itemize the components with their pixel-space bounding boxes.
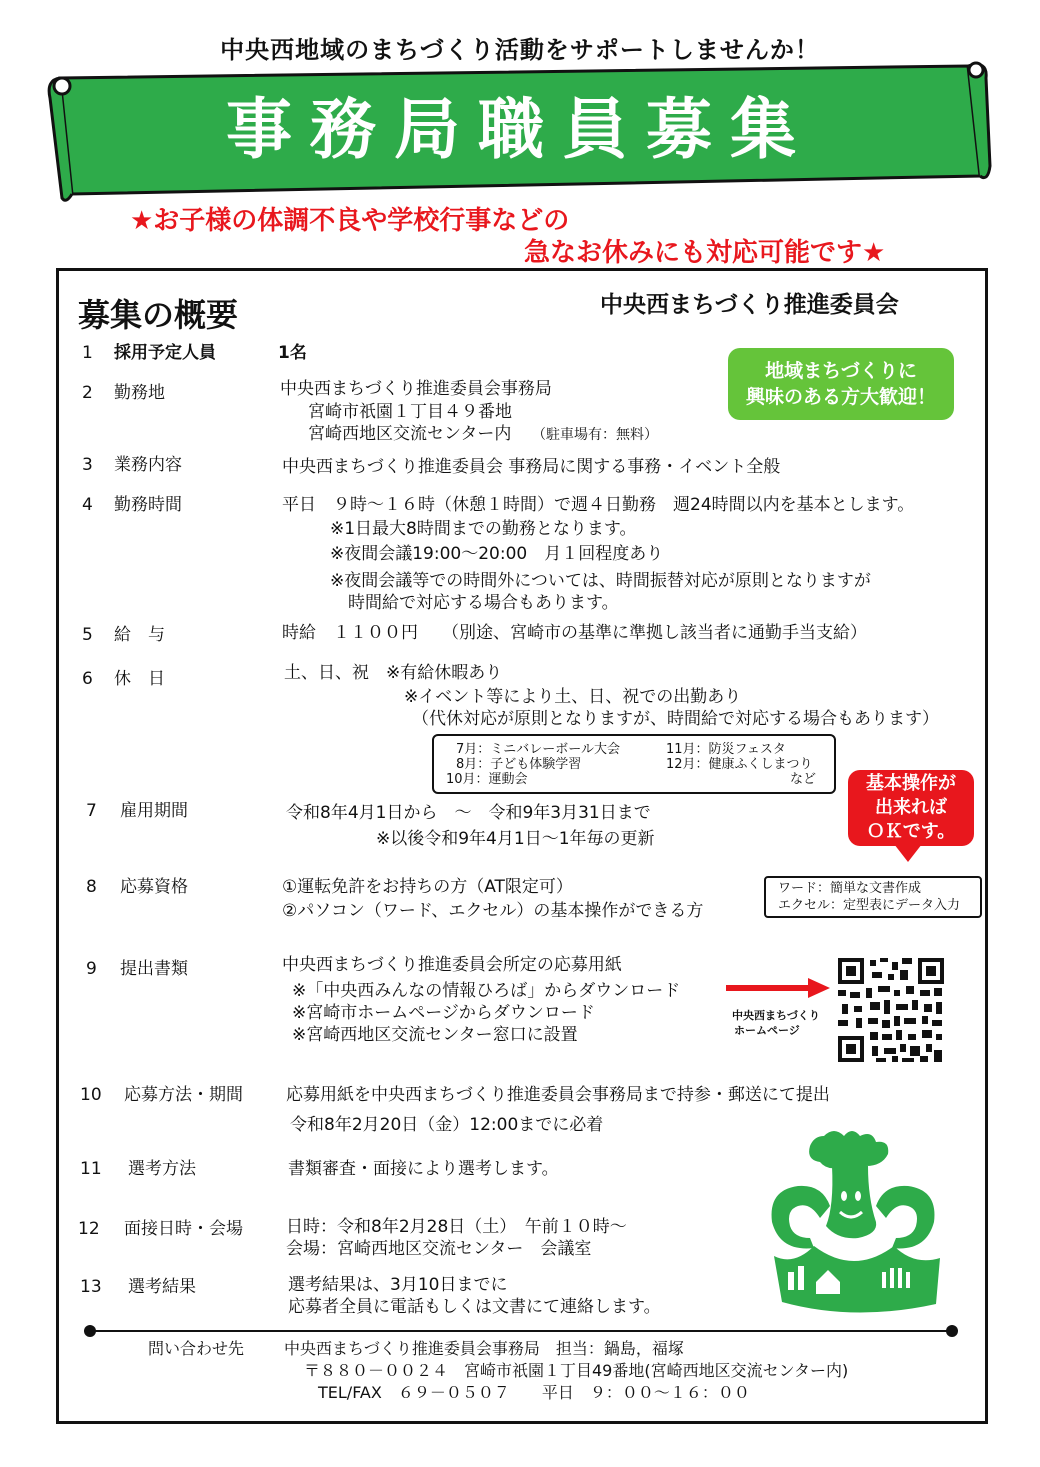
item-value: 令和8年4月1日から ～ 令和9年3月31日まで: [286, 803, 651, 823]
item-value: 選考結果は、3月10日までに: [288, 1275, 508, 1295]
item-value: 応募者全員に電話もしくは文書にて連絡します。: [288, 1297, 661, 1317]
item-number: 7: [86, 801, 97, 821]
item-value: ①運転免許をお持ちの方（AT限定可）: [282, 877, 573, 897]
banner-title: 事務局職員募集: [226, 91, 814, 168]
item-number: 5: [82, 625, 93, 645]
item-value: ※「中央西みんなの情報ひろば」からダウンロード: [292, 981, 681, 1001]
item-label: 勤務地: [114, 383, 165, 403]
overview-heading: 募集の概要: [78, 296, 239, 334]
item-label: 面接日時・会場: [124, 1219, 243, 1239]
item-number: 3: [82, 455, 93, 475]
item-value: 宮崎市祇園１丁目４９番地: [308, 402, 512, 422]
item-value: ※イベント等により土、日、祝での出勤あり: [404, 687, 742, 707]
excel-skill: エクセル：定型表にデータ入力: [778, 898, 961, 913]
item-label: 提出書類: [120, 959, 188, 979]
item-value: ※宮崎市ホームページからダウンロード: [292, 1003, 595, 1023]
item-value: 中央西まちづくり推進委員会所定の応募用紙: [282, 955, 622, 975]
software-skills-box: [764, 876, 982, 918]
welcome-line1: 地域まちづくりに: [765, 360, 917, 382]
arrow-right-icon: [726, 978, 832, 998]
item-label: 給 与: [114, 625, 165, 645]
item-value: ※以後令和9年4月1日～1年毎の更新: [376, 829, 655, 849]
event-item: 12月：健康ふくしまつり: [666, 757, 813, 772]
item-number: 8: [86, 877, 97, 897]
skill-bubble: [848, 770, 974, 846]
contact-divider: [88, 1330, 954, 1332]
item-value: 宮崎西地区交流センター内: [308, 424, 512, 444]
item-number: 1: [82, 343, 93, 363]
item-note: （別途、宮崎市の基準に準拠し該当者に通勤手当支給）: [442, 623, 867, 643]
item-number: 10: [80, 1085, 102, 1105]
qr-caption-line2: ホームページ: [734, 1024, 800, 1037]
item-number: 11: [80, 1159, 102, 1179]
item-value: 土、日、祝 ※有給休暇あり: [284, 663, 503, 683]
item-value: 中央西まちづくり推進委員会 事務局に関する事務・イベント全般: [282, 457, 781, 477]
events-box: [432, 734, 836, 794]
item-label: 採用予定人員: [114, 343, 216, 363]
divider-dot-left: [84, 1325, 96, 1337]
event-item: 10月：運動会: [446, 772, 528, 787]
item-number: 6: [82, 669, 93, 689]
item-value: ※夜間会議等での時間外については、時間振替対応が原則となりますが: [330, 571, 871, 591]
qr-caption: [732, 1008, 820, 1038]
item-value: ※宮崎西地区交流センター窓口に設置: [292, 1025, 578, 1045]
bubble-tail: [894, 844, 922, 862]
item-number: 12: [78, 1219, 100, 1239]
item-value: 応募用紙を中央西まちづくり推進委員会事務局まで持参・郵送にて提出: [286, 1085, 830, 1105]
item-value: （代休対応が原則となりますが、時間給で対応する場合もあります）: [412, 709, 939, 729]
event-item: 8月：子ども体験学習: [456, 757, 582, 772]
item-value: 令和8年2月20日（金）12:00までに必着: [290, 1115, 604, 1135]
qr-caption-line1: 中央西まちづくり: [732, 1009, 820, 1022]
item-value: 1名: [278, 343, 307, 363]
mascot-tree-icon: [764, 1126, 944, 1318]
top-slogan: 中央西地域のまちづくり活動をサポートしませんか！: [220, 36, 820, 64]
item-label: 雇用期間: [120, 801, 188, 821]
item-label: 業務内容: [114, 455, 182, 475]
item-label: 応募方法・期間: [124, 1085, 243, 1105]
item-value: ②パソコン（ワード、エクセル）の基本操作ができる方: [282, 901, 704, 921]
item-value: 日時：令和8年2月28日（土） 午前１０時～: [286, 1217, 627, 1237]
item-value: 時間給で対応する場合もあります。: [348, 593, 619, 613]
welcome-line2: 興味のある方大歓迎！: [745, 386, 936, 408]
qr-code-icon[interactable]: [836, 956, 946, 1064]
item-number: 2: [82, 383, 93, 403]
item-value: 中央西まちづくり推進委員会事務局: [280, 379, 552, 399]
item-label: 勤務時間: [114, 495, 182, 515]
event-item: など: [790, 772, 817, 787]
item-value: 時給 １１００円: [282, 623, 418, 643]
item-number: 9: [86, 959, 97, 979]
item-label: 休 日: [114, 669, 165, 689]
item-label: 選考結果: [128, 1277, 196, 1297]
item-number: 13: [80, 1277, 102, 1297]
contact-phone: TEL/FAX ６９－０５０７ 平日 ９：００～１６：００: [318, 1383, 750, 1402]
word-skill: ワード：簡単な文書作成: [778, 881, 922, 896]
item-value: 書類審査・面接により選考します。: [288, 1159, 559, 1179]
contact-line1: 中央西まちづくり推進委員会事務局 担当：鍋島，福塚: [284, 1339, 684, 1358]
skill-line3: ＯＫです。: [866, 821, 956, 842]
red-notice-line2: 急なお休みにも対応可能です★: [524, 238, 886, 268]
parking-note: （駐車場有：無料）: [532, 427, 658, 443]
skill-line2: 出来れば: [875, 797, 947, 818]
divider-dot-right: [946, 1325, 958, 1337]
item-value: 会場：宮崎西地区交流センター 会議室: [286, 1239, 592, 1259]
organization-name: 中央西まちづくり推進委員会: [600, 292, 899, 318]
contact-label: 問い合わせ先: [148, 1339, 245, 1358]
event-item: 11月：防災フェスタ: [666, 742, 786, 757]
item-label: 選考方法: [128, 1159, 196, 1179]
item-number: 4: [82, 495, 93, 515]
welcome-badge: [728, 348, 954, 420]
item-value: 平日 ９時～１６時（休憩１時間）で週４日勤務 週24時間以内を基本とします。: [282, 495, 915, 515]
skill-line1: 基本操作が: [866, 773, 956, 794]
item-value: ※夜間会議19:00～20:00 月１回程度あり: [330, 544, 664, 564]
contact-address: 〒８８０－００２４ 宮崎市祇園１丁目49番地(宮崎西地区交流センター内): [304, 1361, 849, 1380]
event-item: 7月：ミニバレーボール大会: [456, 742, 621, 757]
item-label: 応募資格: [120, 877, 188, 897]
item-value: ※1日最大8時間までの勤務となります。: [330, 519, 637, 539]
red-notice-line1: ★お子様の体調不良や学校行事などの: [130, 206, 570, 236]
